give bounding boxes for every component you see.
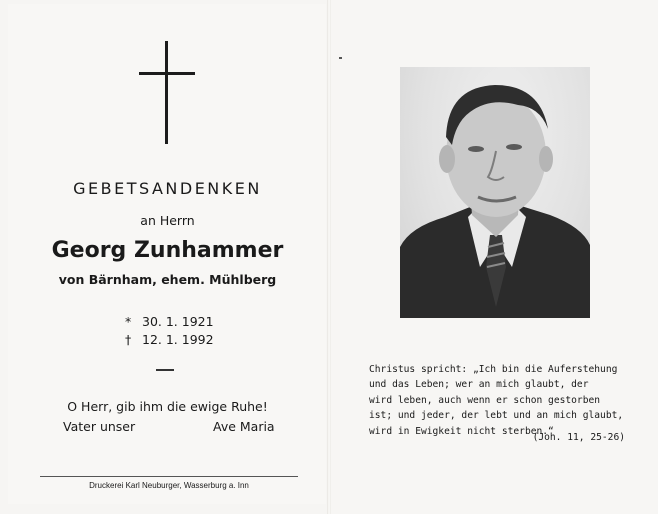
bible-reference: (Joh. 11, 25-26) [532, 432, 625, 443]
salutation: an Herrn [140, 213, 195, 228]
deceased-origin: von Bärnham, ehem. Mühlberg [58, 272, 277, 287]
prayer-vater-unser: Vater unser [63, 419, 136, 434]
corner-mark [339, 57, 342, 59]
quote-line: Christus spricht: „Ich bin die Auferstehung [369, 364, 618, 375]
death-line [125, 332, 214, 347]
death-dagger-icon: † [125, 332, 132, 347]
quote-line: und das Leben; wer an mich glaubt, der [369, 379, 589, 391]
quote-line: wird leben, auch wenn er schon gestorben [369, 394, 601, 406]
quote-line: wird in Ewigkeit nicht sterben.“ [369, 425, 554, 437]
quote-line: ist; und jeder, der lebt und an mich glaubt, [369, 410, 624, 422]
prayer-line: O Herr, gib ihm die ewige Ruhe! [67, 399, 268, 414]
printer-credit: Druckerei Karl Neuburger, Wasserburg a. Inn [89, 481, 249, 490]
separator-dash [156, 369, 174, 371]
death-date: 12. 1. 1992 [142, 332, 214, 347]
memorial-heading: GEBETSANDENKEN [73, 179, 262, 198]
birth-date: 30. 1. 1921 [142, 314, 214, 329]
birth-line [125, 314, 214, 329]
prayer-ave-maria: Ave Maria [213, 419, 275, 434]
deceased-name: Georg Zunhammer [51, 238, 284, 263]
bible-quote [369, 362, 625, 439]
printer-rule [40, 476, 298, 477]
birth-star-icon: * [125, 314, 132, 329]
portrait-illustration [400, 67, 590, 318]
portrait-photo [400, 67, 590, 318]
